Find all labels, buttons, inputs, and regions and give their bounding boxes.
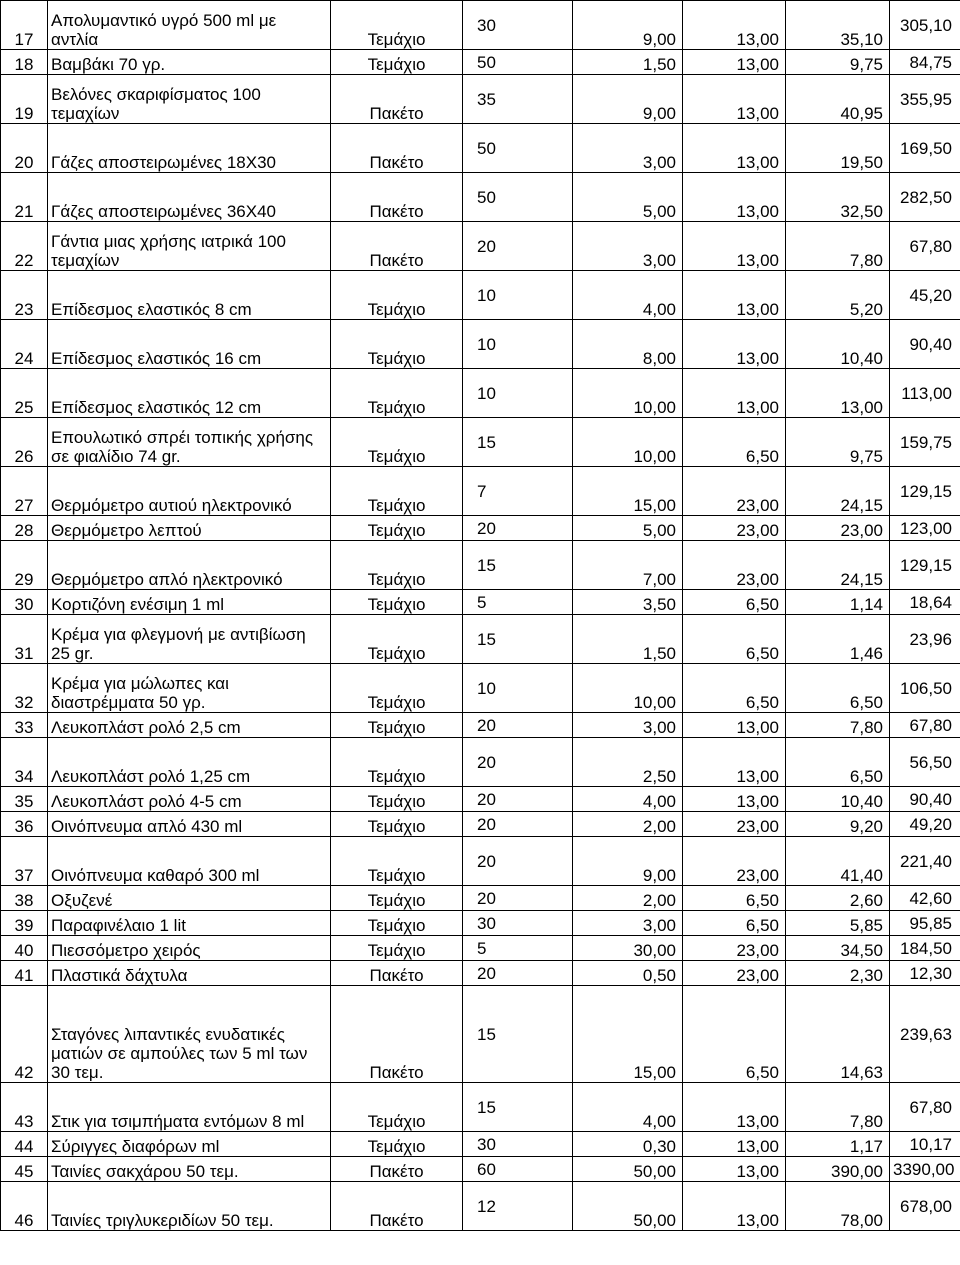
item-vat-amount: 35,10 bbox=[786, 1, 890, 50]
item-unit: Τεμάχιο bbox=[331, 467, 463, 516]
item-unit-price: 2,00 bbox=[573, 812, 683, 837]
item-unit: Τεμάχιο bbox=[331, 787, 463, 812]
items-table-body bbox=[1, 1, 960, 1231]
item-unit: Τεμάχιο bbox=[331, 541, 463, 590]
item-name: Οινόπνευμα απλό 430 ml bbox=[48, 812, 331, 837]
item-vat-rate: 6,50 bbox=[683, 986, 786, 1083]
table-row bbox=[1, 936, 960, 961]
item-vat-amount: 9,75 bbox=[786, 418, 890, 467]
item-vat-rate: 23,00 bbox=[683, 516, 786, 541]
item-vat-amount: 24,15 bbox=[786, 541, 890, 590]
item-name: Θερμόμετρο αυτιού ηλεκτρονικό bbox=[48, 467, 331, 516]
item-unit-price: 3,50 bbox=[573, 590, 683, 615]
item-total: 159,75 bbox=[890, 418, 960, 467]
table-row bbox=[1, 418, 960, 467]
item-unit-price: 3,00 bbox=[573, 222, 683, 271]
item-total: 305,10 bbox=[890, 1, 960, 50]
item-vat-amount: 19,50 bbox=[786, 124, 890, 173]
item-quantity: 30 bbox=[463, 1, 573, 50]
item-name: Βαμβάκι 70 γρ. bbox=[48, 50, 331, 75]
item-number: 20 bbox=[1, 124, 48, 173]
item-vat-amount: 78,00 bbox=[786, 1182, 890, 1231]
table-row bbox=[1, 886, 960, 911]
item-total: 113,00 bbox=[890, 369, 960, 418]
item-quantity: 10 bbox=[463, 664, 573, 713]
item-vat-amount: 10,40 bbox=[786, 320, 890, 369]
item-unit-price: 9,00 bbox=[573, 75, 683, 124]
item-unit: Τεμάχιο bbox=[331, 1, 463, 50]
item-vat-amount: 2,30 bbox=[786, 961, 890, 986]
item-unit-price: 15,00 bbox=[573, 467, 683, 516]
item-name: Γάζες αποστειρωμένες 18Χ30 bbox=[48, 124, 331, 173]
item-vat-amount: 6,50 bbox=[786, 738, 890, 787]
item-vat-rate: 13,00 bbox=[683, 369, 786, 418]
item-total: 45,20 bbox=[890, 271, 960, 320]
table-row bbox=[1, 812, 960, 837]
item-number: 27 bbox=[1, 467, 48, 516]
item-vat-rate: 13,00 bbox=[683, 787, 786, 812]
item-vat-amount: 5,20 bbox=[786, 271, 890, 320]
item-quantity: 20 bbox=[463, 738, 573, 787]
item-unit-price: 3,00 bbox=[573, 713, 683, 738]
item-total: 49,20 bbox=[890, 812, 960, 837]
item-total: 678,00 bbox=[890, 1182, 960, 1231]
item-unit: Τεμάχιο bbox=[331, 713, 463, 738]
item-number: 31 bbox=[1, 615, 48, 664]
item-vat-rate: 23,00 bbox=[683, 936, 786, 961]
table-row bbox=[1, 75, 960, 124]
item-unit: Τεμάχιο bbox=[331, 369, 463, 418]
item-name: Λευκοπλάστ ρολό 2,5 cm bbox=[48, 713, 331, 738]
item-unit: Τεμάχιο bbox=[331, 418, 463, 467]
item-vat-rate: 23,00 bbox=[683, 467, 786, 516]
item-name: Παραφινέλαιο 1 lit bbox=[48, 911, 331, 936]
item-number: 21 bbox=[1, 173, 48, 222]
item-name: Γάντια μιας χρήσης ιατρικά 100 τεμαχίων bbox=[48, 222, 331, 271]
table-row bbox=[1, 738, 960, 787]
item-vat-rate: 13,00 bbox=[683, 173, 786, 222]
item-vat-amount: 40,95 bbox=[786, 75, 890, 124]
item-unit-price: 50,00 bbox=[573, 1157, 683, 1182]
table-row bbox=[1, 664, 960, 713]
table-row bbox=[1, 173, 960, 222]
item-unit-price: 15,00 bbox=[573, 986, 683, 1083]
item-unit-price: 4,00 bbox=[573, 271, 683, 320]
item-vat-rate: 23,00 bbox=[683, 812, 786, 837]
item-vat-amount: 32,50 bbox=[786, 173, 890, 222]
table-row bbox=[1, 1132, 960, 1157]
item-name: Κορτιζόνη ενέσιμη 1 ml bbox=[48, 590, 331, 615]
item-number: 34 bbox=[1, 738, 48, 787]
item-vat-amount: 34,50 bbox=[786, 936, 890, 961]
table-row bbox=[1, 787, 960, 812]
item-unit: Πακέτο bbox=[331, 961, 463, 986]
item-name: Επουλωτικό σπρέι τοπικής χρήσης σε φιαλίδιο 74 gr. bbox=[48, 418, 331, 467]
item-unit: Τεμάχιο bbox=[331, 615, 463, 664]
item-total: 67,80 bbox=[890, 713, 960, 738]
item-quantity: 5 bbox=[463, 590, 573, 615]
table-row bbox=[1, 541, 960, 590]
item-number: 35 bbox=[1, 787, 48, 812]
item-quantity: 50 bbox=[463, 50, 573, 75]
item-unit-price: 3,00 bbox=[573, 911, 683, 936]
item-number: 22 bbox=[1, 222, 48, 271]
item-name: Βελόνες σκαριφίσματος 100 τεμαχίων bbox=[48, 75, 331, 124]
item-quantity: 5 bbox=[463, 936, 573, 961]
item-number: 45 bbox=[1, 1157, 48, 1182]
table-row bbox=[1, 1083, 960, 1132]
item-unit: Τεμάχιο bbox=[331, 911, 463, 936]
item-total: 56,50 bbox=[890, 738, 960, 787]
item-number: 36 bbox=[1, 812, 48, 837]
item-vat-rate: 13,00 bbox=[683, 124, 786, 173]
item-number: 24 bbox=[1, 320, 48, 369]
item-quantity: 50 bbox=[463, 124, 573, 173]
item-unit-price: 7,00 bbox=[573, 541, 683, 590]
item-total: 239,63 bbox=[890, 986, 960, 1083]
item-quantity: 20 bbox=[463, 961, 573, 986]
item-quantity: 15 bbox=[463, 541, 573, 590]
item-quantity: 20 bbox=[463, 812, 573, 837]
table-row bbox=[1, 50, 960, 75]
item-quantity: 10 bbox=[463, 271, 573, 320]
item-vat-amount: 23,00 bbox=[786, 516, 890, 541]
item-name: Οινόπνευμα καθαρό 300 ml bbox=[48, 837, 331, 886]
item-unit: Τεμάχιο bbox=[331, 590, 463, 615]
item-unit-price: 1,50 bbox=[573, 50, 683, 75]
item-name: Θερμόμετρο λεπτού bbox=[48, 516, 331, 541]
item-unit: Τεμάχιο bbox=[331, 1132, 463, 1157]
item-number: 43 bbox=[1, 1083, 48, 1132]
item-unit-price: 0,30 bbox=[573, 1132, 683, 1157]
item-name: Ταινίες τριγλυκεριδίων 50 τεμ. bbox=[48, 1182, 331, 1231]
item-quantity: 15 bbox=[463, 615, 573, 664]
item-unit-price: 4,00 bbox=[573, 787, 683, 812]
item-unit-price: 5,00 bbox=[573, 516, 683, 541]
table-row bbox=[1, 590, 960, 615]
item-vat-rate: 13,00 bbox=[683, 738, 786, 787]
table-row bbox=[1, 516, 960, 541]
item-quantity: 10 bbox=[463, 320, 573, 369]
item-vat-rate: 23,00 bbox=[683, 541, 786, 590]
item-unit: Πακέτο bbox=[331, 173, 463, 222]
item-vat-amount: 6,50 bbox=[786, 664, 890, 713]
item-name: Επίδεσμος ελαστικός 12 cm bbox=[48, 369, 331, 418]
item-quantity: 15 bbox=[463, 1083, 573, 1132]
item-quantity: 12 bbox=[463, 1182, 573, 1231]
item-number: 39 bbox=[1, 911, 48, 936]
item-number: 19 bbox=[1, 75, 48, 124]
item-number: 40 bbox=[1, 936, 48, 961]
item-quantity: 20 bbox=[463, 516, 573, 541]
item-vat-amount: 390,00 bbox=[786, 1157, 890, 1182]
item-unit: Τεμάχιο bbox=[331, 886, 463, 911]
item-number: 32 bbox=[1, 664, 48, 713]
item-vat-rate: 13,00 bbox=[683, 271, 786, 320]
item-vat-rate: 13,00 bbox=[683, 1157, 786, 1182]
table-row bbox=[1, 222, 960, 271]
item-total: 129,15 bbox=[890, 541, 960, 590]
item-unit-price: 4,00 bbox=[573, 1083, 683, 1132]
item-unit: Τεμάχιο bbox=[331, 271, 463, 320]
item-vat-rate: 13,00 bbox=[683, 1182, 786, 1231]
item-number: 44 bbox=[1, 1132, 48, 1157]
table-row bbox=[1, 271, 960, 320]
item-vat-rate: 6,50 bbox=[683, 664, 786, 713]
item-number: 17 bbox=[1, 1, 48, 50]
item-vat-rate: 13,00 bbox=[683, 1083, 786, 1132]
item-total: 42,60 bbox=[890, 886, 960, 911]
item-unit-price: 10,00 bbox=[573, 664, 683, 713]
item-unit-price: 30,00 bbox=[573, 936, 683, 961]
item-total: 84,75 bbox=[890, 50, 960, 75]
item-unit-price: 0,50 bbox=[573, 961, 683, 986]
item-vat-rate: 23,00 bbox=[683, 961, 786, 986]
item-unit-price: 2,50 bbox=[573, 738, 683, 787]
item-quantity: 7 bbox=[463, 467, 573, 516]
item-total: 184,50 bbox=[890, 936, 960, 961]
item-total: 10,17 bbox=[890, 1132, 960, 1157]
item-total: 129,15 bbox=[890, 467, 960, 516]
item-unit: Τεμάχιο bbox=[331, 837, 463, 886]
item-quantity: 10 bbox=[463, 369, 573, 418]
item-vat-amount: 9,20 bbox=[786, 812, 890, 837]
item-total: 355,95 bbox=[890, 75, 960, 124]
table-row bbox=[1, 369, 960, 418]
item-number: 25 bbox=[1, 369, 48, 418]
item-quantity: 20 bbox=[463, 222, 573, 271]
item-number: 18 bbox=[1, 50, 48, 75]
table-row bbox=[1, 986, 960, 1083]
item-name: Οξυζενέ bbox=[48, 886, 331, 911]
item-name: Επίδεσμος ελαστικός 8 cm bbox=[48, 271, 331, 320]
item-vat-rate: 6,50 bbox=[683, 615, 786, 664]
item-number: 29 bbox=[1, 541, 48, 590]
item-vat-rate: 6,50 bbox=[683, 590, 786, 615]
table-row bbox=[1, 1, 960, 50]
item-vat-rate: 13,00 bbox=[683, 320, 786, 369]
item-vat-rate: 6,50 bbox=[683, 418, 786, 467]
item-total: 123,00 bbox=[890, 516, 960, 541]
item-total: 169,50 bbox=[890, 124, 960, 173]
item-number: 23 bbox=[1, 271, 48, 320]
item-unit-price: 2,00 bbox=[573, 886, 683, 911]
item-name: Σύριγγες διαφόρων ml bbox=[48, 1132, 331, 1157]
table-row bbox=[1, 320, 960, 369]
item-quantity: 60 bbox=[463, 1157, 573, 1182]
item-unit: Τεμάχιο bbox=[331, 664, 463, 713]
item-name: Γάζες αποστειρωμένες 36Χ40 bbox=[48, 173, 331, 222]
item-name: Λευκοπλάστ ρολό 1,25 cm bbox=[48, 738, 331, 787]
item-name: Θερμόμετρο απλό ηλεκτρονικό bbox=[48, 541, 331, 590]
item-name: Ταινίες σακχάρου 50 τεμ. bbox=[48, 1157, 331, 1182]
item-vat-rate: 6,50 bbox=[683, 886, 786, 911]
item-name: Στικ για τσιμπήματα εντόμων 8 ml bbox=[48, 1083, 331, 1132]
item-vat-rate: 13,00 bbox=[683, 1132, 786, 1157]
item-name: Πιεσσόμετρο χειρός bbox=[48, 936, 331, 961]
item-total: 67,80 bbox=[890, 1083, 960, 1132]
item-vat-rate: 23,00 bbox=[683, 837, 786, 886]
table-row bbox=[1, 615, 960, 664]
item-quantity: 30 bbox=[463, 1132, 573, 1157]
item-total: 18,64 bbox=[890, 590, 960, 615]
item-vat-amount: 2,60 bbox=[786, 886, 890, 911]
item-number: 37 bbox=[1, 837, 48, 886]
item-vat-amount: 1,46 bbox=[786, 615, 890, 664]
item-quantity: 30 bbox=[463, 911, 573, 936]
item-quantity: 20 bbox=[463, 713, 573, 738]
item-vat-rate: 13,00 bbox=[683, 1, 786, 50]
item-unit: Πακέτο bbox=[331, 222, 463, 271]
item-vat-amount: 41,40 bbox=[786, 837, 890, 886]
item-vat-rate: 13,00 bbox=[683, 222, 786, 271]
item-quantity: 15 bbox=[463, 418, 573, 467]
item-total: 95,85 bbox=[890, 911, 960, 936]
item-unit: Τεμάχιο bbox=[331, 516, 463, 541]
item-total: 106,50 bbox=[890, 664, 960, 713]
item-number: 38 bbox=[1, 886, 48, 911]
item-number: 30 bbox=[1, 590, 48, 615]
item-vat-rate: 13,00 bbox=[683, 713, 786, 738]
item-name: Κρέμα για μώλωπες και διαστρέμματα 50 γρ. bbox=[48, 664, 331, 713]
item-vat-rate: 13,00 bbox=[683, 50, 786, 75]
item-name: Σταγόνες λιπαντικές ενυδατικές ματιών σε αμπούλες των 5 ml των 30 τεμ. bbox=[48, 986, 331, 1083]
item-unit: Πακέτο bbox=[331, 75, 463, 124]
item-quantity: 20 bbox=[463, 787, 573, 812]
item-total: 67,80 bbox=[890, 222, 960, 271]
item-vat-amount: 14,63 bbox=[786, 986, 890, 1083]
table-row bbox=[1, 1157, 960, 1182]
item-unit: Πακέτο bbox=[331, 1157, 463, 1182]
item-vat-amount: 7,80 bbox=[786, 713, 890, 738]
item-total: 282,50 bbox=[890, 173, 960, 222]
item-unit: Πακέτο bbox=[331, 124, 463, 173]
item-unit-price: 9,00 bbox=[573, 1, 683, 50]
item-unit-price: 3,00 bbox=[573, 124, 683, 173]
item-unit: Πακέτο bbox=[331, 986, 463, 1083]
item-vat-amount: 7,80 bbox=[786, 222, 890, 271]
item-vat-amount: 5,85 bbox=[786, 911, 890, 936]
table-row bbox=[1, 467, 960, 516]
item-unit: Τεμάχιο bbox=[331, 812, 463, 837]
table-row bbox=[1, 837, 960, 886]
item-total: 12,30 bbox=[890, 961, 960, 986]
item-unit-price: 10,00 bbox=[573, 369, 683, 418]
item-total: 3390,00 bbox=[890, 1157, 960, 1182]
item-quantity: 50 bbox=[463, 173, 573, 222]
item-quantity: 20 bbox=[463, 886, 573, 911]
item-vat-amount: 24,15 bbox=[786, 467, 890, 516]
item-number: 26 bbox=[1, 418, 48, 467]
item-unit-price: 8,00 bbox=[573, 320, 683, 369]
item-number: 28 bbox=[1, 516, 48, 541]
item-vat-amount: 9,75 bbox=[786, 50, 890, 75]
item-unit-price: 10,00 bbox=[573, 418, 683, 467]
item-total: 221,40 bbox=[890, 837, 960, 886]
table-row bbox=[1, 124, 960, 173]
item-vat-amount: 7,80 bbox=[786, 1083, 890, 1132]
table-row bbox=[1, 1182, 960, 1231]
item-total: 90,40 bbox=[890, 320, 960, 369]
item-name: Κρέμα για φλεγμονή με αντιβίωση 25 gr. bbox=[48, 615, 331, 664]
item-name: Απολυμαντικό υγρό 500 ml με αντλία bbox=[48, 1, 331, 50]
item-number: 41 bbox=[1, 961, 48, 986]
item-unit: Τεμάχιο bbox=[331, 50, 463, 75]
table-row bbox=[1, 911, 960, 936]
item-name: Επίδεσμος ελαστικός 16 cm bbox=[48, 320, 331, 369]
item-vat-amount: 13,00 bbox=[786, 369, 890, 418]
item-quantity: 15 bbox=[463, 986, 573, 1083]
item-unit-price: 1,50 bbox=[573, 615, 683, 664]
item-vat-amount: 1,14 bbox=[786, 590, 890, 615]
item-unit-price: 50,00 bbox=[573, 1182, 683, 1231]
table-row bbox=[1, 961, 960, 986]
item-number: 46 bbox=[1, 1182, 48, 1231]
table-row bbox=[1, 713, 960, 738]
item-number: 42 bbox=[1, 986, 48, 1083]
item-unit-price: 5,00 bbox=[573, 173, 683, 222]
item-unit: Τεμάχιο bbox=[331, 320, 463, 369]
item-unit-price: 9,00 bbox=[573, 837, 683, 886]
item-vat-amount: 1,17 bbox=[786, 1132, 890, 1157]
item-quantity: 20 bbox=[463, 837, 573, 886]
item-quantity: 35 bbox=[463, 75, 573, 124]
item-vat-amount: 10,40 bbox=[786, 787, 890, 812]
item-name: Λευκοπλάστ ρολό 4-5 cm bbox=[48, 787, 331, 812]
item-vat-rate: 13,00 bbox=[683, 75, 786, 124]
item-unit: Τεμάχιο bbox=[331, 738, 463, 787]
item-unit: Τεμάχιο bbox=[331, 1083, 463, 1132]
item-number: 33 bbox=[1, 713, 48, 738]
item-name: Πλαστικά δάχτυλα bbox=[48, 961, 331, 986]
item-vat-rate: 6,50 bbox=[683, 911, 786, 936]
item-total: 90,40 bbox=[890, 787, 960, 812]
item-total: 23,96 bbox=[890, 615, 960, 664]
item-unit: Πακέτο bbox=[331, 1182, 463, 1231]
item-unit: Τεμάχιο bbox=[331, 936, 463, 961]
